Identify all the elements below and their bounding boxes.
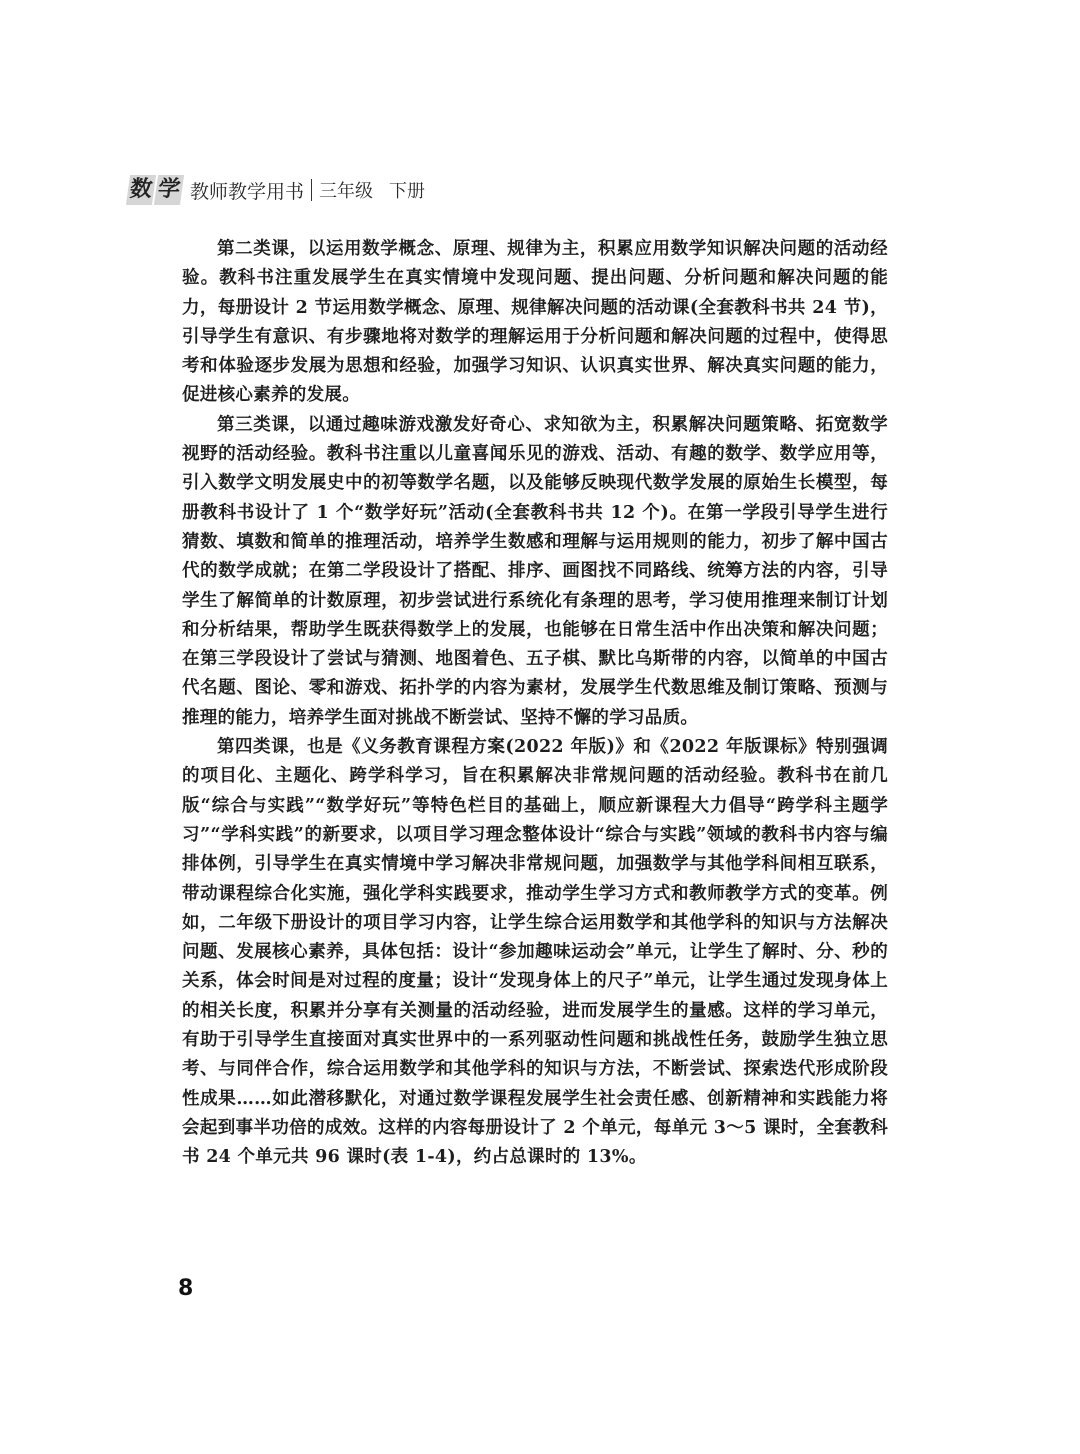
book-title: 教师教学用书 <box>190 180 305 203</box>
subject-logo-char: 学 <box>154 175 184 205</box>
paragraph-third-type: 第三类课，以通过趣味游戏激发好奇心、求知欲为主，积累解决问题策略、拓宽数学视野的活动经验。教科书注重以儿童喜闻乐见的游戏、活动、有趣的数学、数学应用等，引入数学文明发展史中的初等数学名题，以及能够反映现代数学发展的原始生长模型，每册教科书设计了 1 个“数学好玩”活动(全套教科书共 12 个)。在第一学段引导学生进行猜数、填数和简单的推理活动，培养学生数感和理解与运用规则的能力，初步了解中国古代的数学成就；在第二学段设计了搭配、排序、画图找不同路线、统筹方法的内容，引导学生了解简单的计数原理，初步尝试进行系统化有条理的思考，学习使用推理来制订计划和分析结果，帮助学生既获得数学上的发展，也能够在日常生活中作出决策和解决问题；在第三学段设计了尝试与猜测、地图着色、五子棋、默比乌斯带的内容，以简单的中国古代名题、图论、零和游戏、拓扑学的内容为素材，发展学生代数思维及制订策略、预测与推理的能力，培养学生面对挑战不断尝试、坚持不懈的学习品质。 <box>182 414 888 728</box>
paragraph-fourth-type: 第四类课，也是《义务教育课程方案(2022 年版)》和《2022 年版课标》特别强调的项目化、主题化、跨学科学习，旨在积累解决非常规问题的活动经验。教科书在前几版“综合与实践”“数学好玩”等特色栏目的基础上，顺应新课程大力倡导“跨学科主题学习”“学科实践”的新要求，以项目学习理念整体设计“综合与实践”领域的教科书内容与编排体例，引导学生在真实情境中学习解决非常规问题，加强数学与其他学科间相互联系，带动课程综合化实施，强化学科实践要求，推动学生学习方式和教师教学方式的变革。例如，二年级下册设计的项目学习内容，让学生综合运用数学和其他学科的知识与方法解决问题、发展核心素养，具体包括：设计“参加趣味运动会”单元，让学生了解时、分、秒的关系，体会时间是对过程的度量；设计“发现身体上的尺子”单元，让学生通过发现身体上的相关长度，积累并分享有关测量的活动经验，进而发展学生的量感。这样的学习单元，有助于引导学生直接面对真实世界中的一系列驱动性问题和挑战性任务，鼓励学生独立思考、与同伴合作，综合运用数学和其他学科的知识与方法，不断尝试、探索迭代形成阶段性成果……如此潜移默化，对通过数学课程发展学生社会责任感、创新精神和实践能力将会起到事半功倍的成效。这样的内容每册设计了 2 个单元，每单元 3～5 课时，全套教科书 24 个单元共 96 课时(表 1-4)，约占总课时的 13%。 <box>182 737 888 1168</box>
page-number: 8 <box>178 1276 194 1301</box>
running-header <box>128 172 425 208</box>
body-text <box>182 235 888 1173</box>
paragraph-second-type: 第二类课，以运用数学概念、原理、规律为主，积累应用数学知识解决问题的活动经验。教科书注重发展学生在真实情境中发现问题、提出问题、分析问题和解决问题的能力，每册设计 2 节运用数学概念、原理、规律解决问题的活动课(全套教科书共 24 节)，引导学生有意识、有步骤地将对数学的理解运用于分析问题和解决问题的过程中，使得思考和体验逐步发展为思想和经验，加强学习知识、认识真实世界、解决真实问题的能力，促进核心素养的发展。 <box>182 239 888 406</box>
grade-label: 三年级 <box>319 181 374 202</box>
volume-label: 下册 <box>389 181 426 202</box>
header-divider <box>311 179 312 201</box>
subject-logo-char: 数 <box>126 175 156 205</box>
